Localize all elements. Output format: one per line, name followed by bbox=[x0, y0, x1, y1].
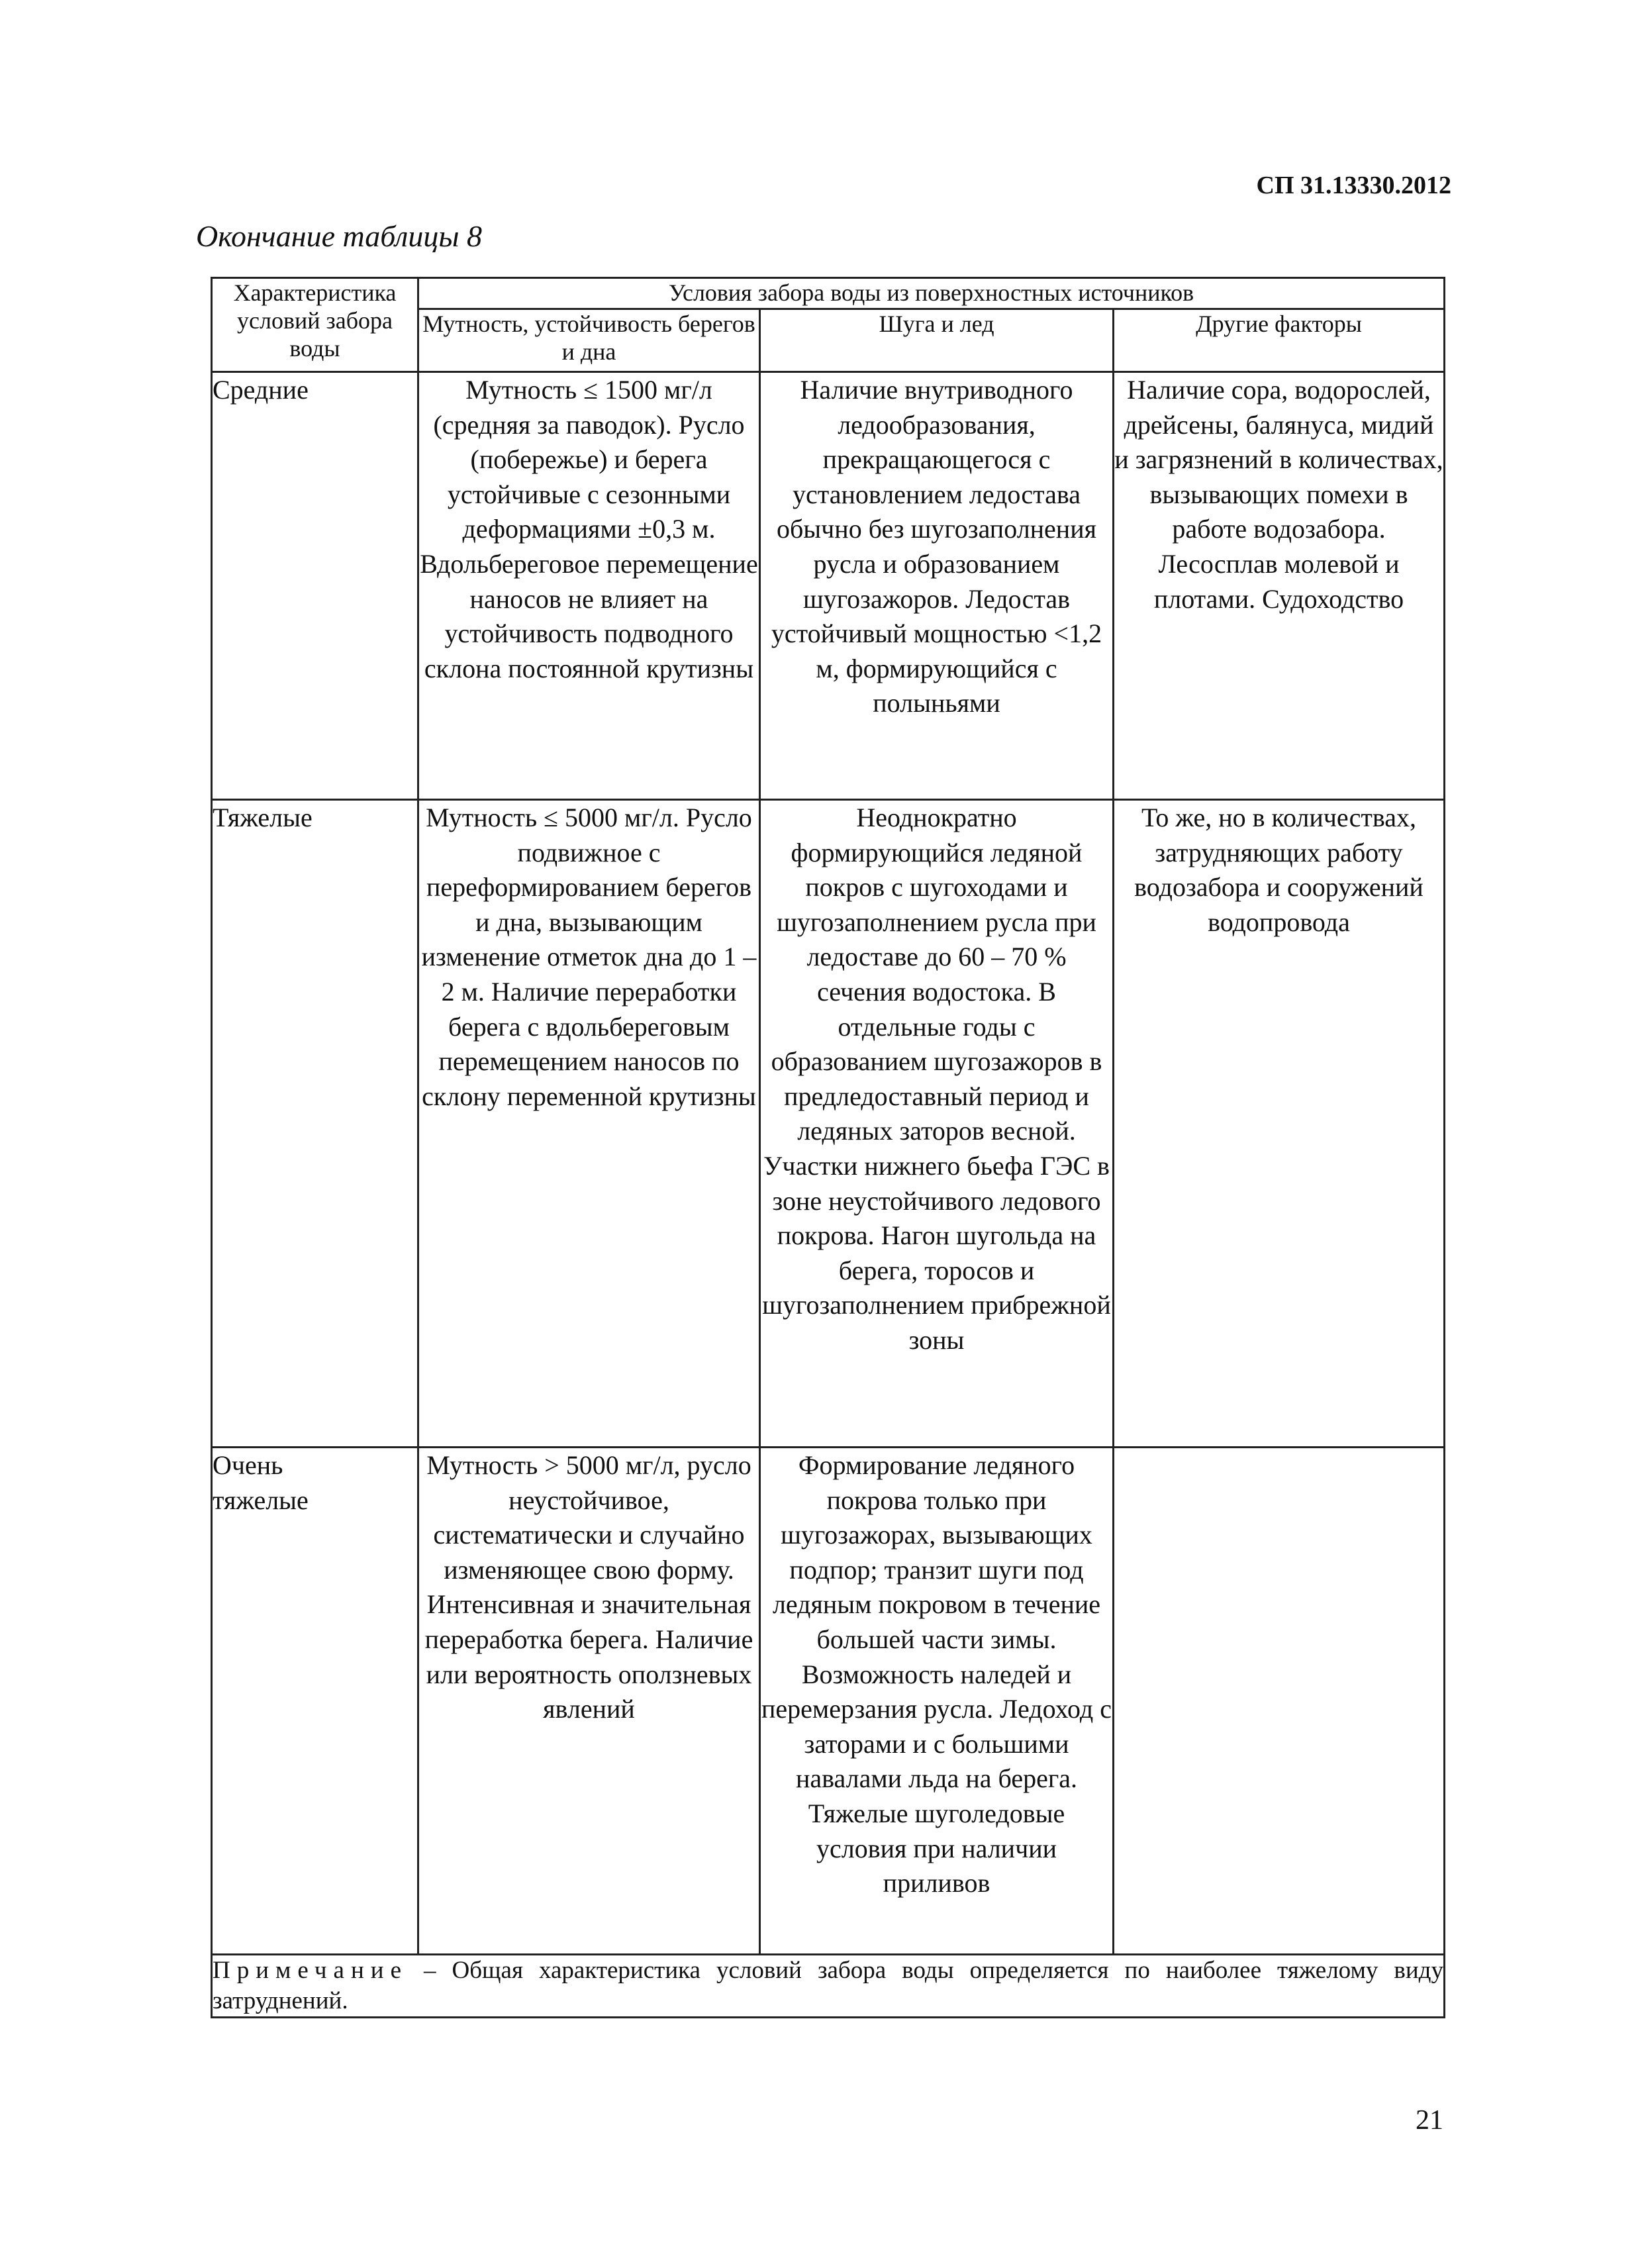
cell-turbidity: Мутность > 5000 мг/л, русло неустойчивое, систематически и случайно изменяющее свою форму. Интенсивная и значительная переработка берега. Наличие или вероятность оползневых явлений bbox=[418, 1448, 760, 1955]
header-turbidity: Мутность, устойчивость берегов и дна bbox=[418, 309, 760, 372]
table-row bbox=[212, 1448, 1445, 1955]
table-note bbox=[212, 1955, 1445, 2018]
cell-turbidity: Мутность ≤ 1500 мг/л (средняя за паводок). Русло (побережье) и берега устойчивые с сезонными деформациями ±0,3 м. Вдольбереговое перемещение наносов не влияет на устойчивость подводного склона постоянной крутизны bbox=[418, 372, 760, 800]
cell-ice: Наличие внутриводного ледообразования, прекращающегося с установлением ледостава обычно без шугозаполнения русла и образованием шугозажоров. Ледостав устойчивый мощностью <1,2 м, формирующийся с полыньями bbox=[760, 372, 1114, 800]
row-label: Средние bbox=[212, 372, 418, 800]
cell-other bbox=[1114, 1448, 1445, 1955]
note-label: Примечание bbox=[213, 1957, 408, 1984]
header-other-factors: Другие факторы bbox=[1114, 309, 1445, 372]
note-row bbox=[212, 1955, 1445, 2018]
cell-ice: Неоднократно формирующийся ледяной покров с шугоходами и шугозаполнением русла при ледоставе до 60 – 70 % сечения водостока. В отдельные годы с образованием шугозажоров в предледоставный период и ледяных заторов весной. Участки нижнего бьефа ГЭС в зоне неустойчивого ледового покрова. Нагон шугольда на берега, торосов и шугозаполнением прибрежной зоны bbox=[760, 800, 1114, 1448]
conditions-table bbox=[211, 277, 1445, 2018]
cell-other: Наличие сора, водорослей, дрейсены, балянуса, мидий и загрязнений в количествах, вызывающих помехи в работе водозабора. Лесосплав молевой и плотами. Судоходство bbox=[1114, 372, 1445, 800]
row-label: Очень тяжелые bbox=[212, 1448, 418, 1955]
header-conditions-group: Условия забора воды из поверхностных источников bbox=[418, 278, 1445, 309]
note-text: – Общая характеристика условий забора воды определяется по наиболее тяжелому виду затруднений. bbox=[213, 1957, 1443, 2014]
cell-other: То же, но в количествах, затрудняющих работу водозабора и сооружений водопровода bbox=[1114, 800, 1445, 1448]
page-number: 21 bbox=[1416, 2105, 1443, 2136]
document-code: СП 31.13330.2012 bbox=[1256, 172, 1451, 199]
row-label: Тяжелые bbox=[212, 800, 418, 1448]
cell-ice: Формирование ледяного покрова только при шугозажорах, вызывающих подпор; транзит шуги под ледяным покровом в течение большей части зимы. Возможность наледей и перемерзания русла. Ледоход с заторами и с большими навалами льда на берега. Тяжелые шуголедовые условия при наличии приливов bbox=[760, 1448, 1114, 1955]
table-row bbox=[212, 372, 1445, 800]
header-ice: Шуга и лед bbox=[760, 309, 1114, 372]
header-characteristic: Характеристика условий забора воды bbox=[212, 278, 418, 372]
cell-turbidity: Мутность ≤ 5000 мг/л. Русло подвижное с переформированием берегов и дна, вызывающим изменение отметок дна до 1 – 2 м. Наличие переработки берега с вдольбереговым перемещением наносов по склону переменной крутизны bbox=[418, 800, 760, 1448]
table-row bbox=[212, 800, 1445, 1448]
table-caption: Окончание таблицы 8 bbox=[196, 219, 482, 253]
